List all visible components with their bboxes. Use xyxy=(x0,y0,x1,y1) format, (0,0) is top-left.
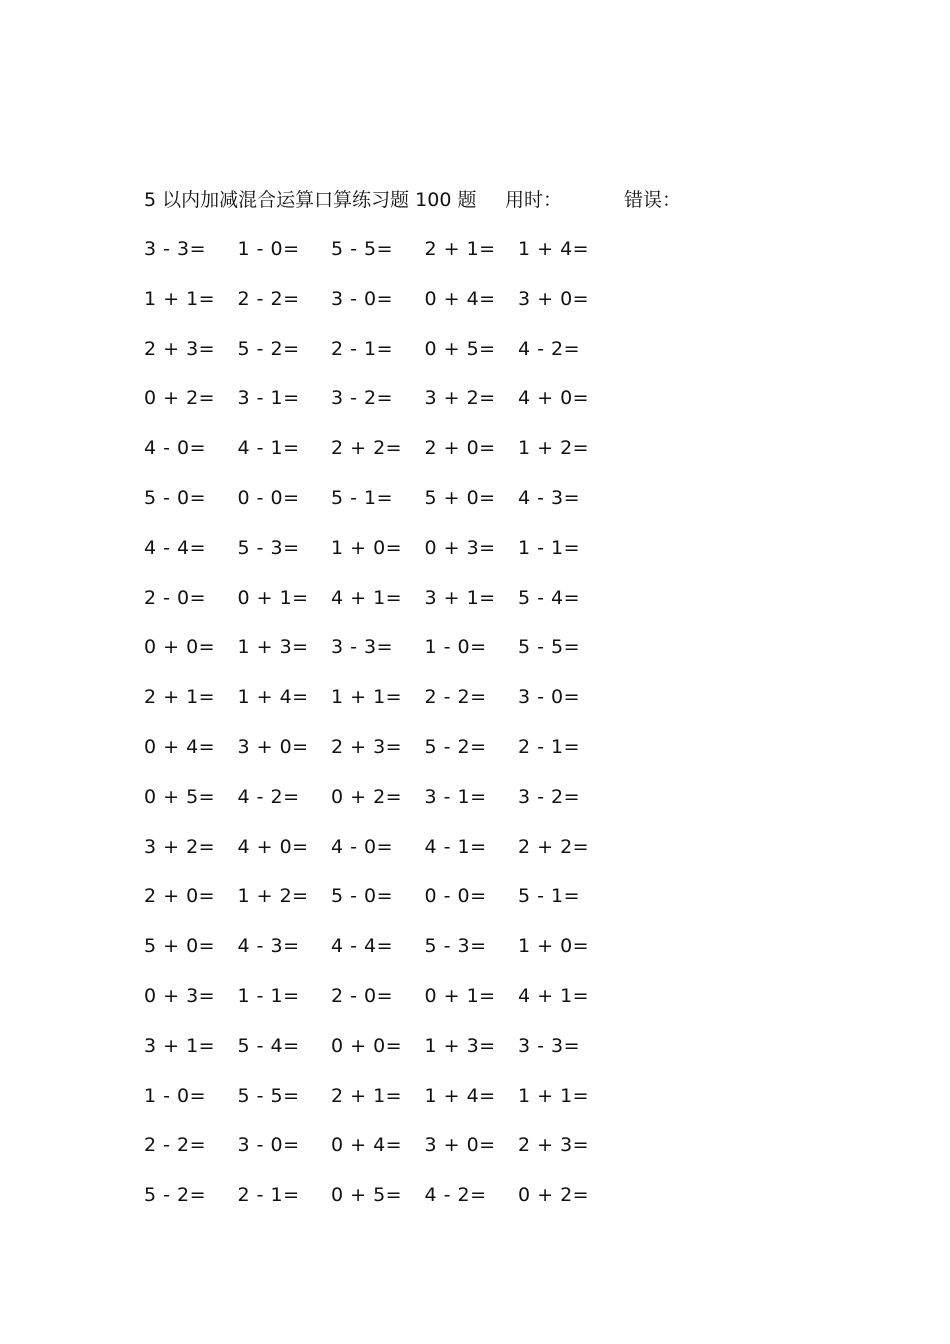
problem-item: 5 - 3= xyxy=(237,536,300,559)
problem-item: 3 + 1= xyxy=(424,586,496,609)
problem-item: 0 + 5= xyxy=(331,1184,403,1207)
problem-item: 3 - 0= xyxy=(331,287,394,310)
problem-item: 4 - 1= xyxy=(424,835,487,858)
problem-item: 0 + 1= xyxy=(237,586,309,609)
problem-item: 1 + 3= xyxy=(237,636,309,659)
problem-item: 2 + 1= xyxy=(144,686,216,709)
problem-item: 0 + 1= xyxy=(424,984,496,1007)
problem-item: 2 + 3= xyxy=(144,337,216,360)
problem-item: 2 + 2= xyxy=(518,835,590,858)
problem-row xyxy=(144,285,624,335)
problem-row xyxy=(144,534,624,584)
problem-item: 0 + 5= xyxy=(144,785,216,808)
problem-item: 1 - 0= xyxy=(424,636,487,659)
problem-row xyxy=(144,833,624,883)
problem-item: 5 - 2= xyxy=(237,337,300,360)
problem-item: 2 - 1= xyxy=(518,735,581,758)
worksheet-title: 5 以内加减混合运算口算练习题 100 题 xyxy=(144,189,477,211)
problem-item: 1 + 1= xyxy=(144,287,216,310)
problem-item: 4 + 0= xyxy=(518,387,590,410)
error-count-label: 错误： xyxy=(624,189,682,211)
problem-item: 1 + 4= xyxy=(424,1084,496,1107)
problem-item: 4 - 0= xyxy=(331,835,394,858)
problem-item: 0 - 0= xyxy=(237,486,300,509)
problem-grid xyxy=(144,235,624,1231)
problem-row xyxy=(144,335,624,385)
problem-item: 1 + 0= xyxy=(331,536,403,559)
problem-item: 3 - 1= xyxy=(237,387,300,410)
problem-item: 2 - 0= xyxy=(331,984,394,1007)
problem-item: 2 - 2= xyxy=(237,287,300,310)
problem-row xyxy=(144,1181,624,1231)
problem-item: 4 + 0= xyxy=(237,835,309,858)
problem-row xyxy=(144,1032,624,1082)
problem-item: 4 - 2= xyxy=(518,337,581,360)
problem-item: 3 - 3= xyxy=(331,636,394,659)
problem-item: 2 + 3= xyxy=(331,735,403,758)
problem-item: 0 + 2= xyxy=(144,387,216,410)
problem-item: 3 - 2= xyxy=(518,785,581,808)
problem-item: 4 - 1= xyxy=(237,437,300,460)
problem-item: 3 - 0= xyxy=(237,1134,300,1157)
problem-item: 4 + 1= xyxy=(331,586,403,609)
problem-row xyxy=(144,484,624,534)
problem-item: 3 + 0= xyxy=(518,287,590,310)
problem-row xyxy=(144,932,624,982)
problem-item: 5 - 4= xyxy=(518,586,581,609)
problem-item: 1 + 0= xyxy=(518,935,590,958)
problem-item: 2 - 1= xyxy=(331,337,394,360)
problem-item: 4 - 4= xyxy=(144,536,207,559)
problem-item: 1 - 1= xyxy=(237,984,300,1007)
problem-item: 5 + 0= xyxy=(424,486,496,509)
problem-row xyxy=(144,434,624,484)
problem-item: 2 - 0= xyxy=(144,586,207,609)
problem-item: 0 + 3= xyxy=(424,536,496,559)
problem-item: 3 - 1= xyxy=(424,785,487,808)
problem-item: 1 - 0= xyxy=(237,238,300,260)
time-used-label: 用时： xyxy=(505,189,563,211)
problem-item: 1 + 1= xyxy=(518,1084,590,1107)
problem-item: 2 - 2= xyxy=(424,686,487,709)
problem-row xyxy=(144,683,624,733)
problem-row xyxy=(144,733,624,783)
problem-item: 0 + 3= xyxy=(144,984,216,1007)
problem-item: 2 + 3= xyxy=(518,1134,590,1157)
worksheet-header xyxy=(144,186,784,214)
problem-item: 0 + 2= xyxy=(518,1184,590,1207)
problem-item: 2 + 2= xyxy=(331,437,403,460)
problem-row xyxy=(144,982,624,1032)
problem-row xyxy=(144,384,624,434)
problem-item: 3 + 0= xyxy=(237,735,309,758)
problem-item: 2 + 0= xyxy=(144,885,216,908)
problem-item: 3 - 0= xyxy=(518,686,581,709)
problem-item: 4 - 2= xyxy=(424,1184,487,1207)
problem-item: 5 - 0= xyxy=(331,885,394,908)
problem-item: 5 - 2= xyxy=(144,1184,207,1207)
problem-item: 4 - 3= xyxy=(518,486,581,509)
problem-item: 3 + 1= xyxy=(144,1034,216,1057)
problem-item: 5 - 5= xyxy=(518,636,581,659)
problem-item: 3 + 0= xyxy=(424,1134,496,1157)
problem-item: 1 - 1= xyxy=(518,536,581,559)
problem-item: 1 - 0= xyxy=(144,1084,207,1107)
problem-item: 5 - 1= xyxy=(331,486,394,509)
problem-item: 4 - 3= xyxy=(237,935,300,958)
problem-row xyxy=(144,633,624,683)
problem-row xyxy=(144,584,624,634)
problem-item: 0 + 4= xyxy=(424,287,496,310)
problem-item: 0 + 4= xyxy=(144,735,216,758)
problem-item: 0 + 2= xyxy=(331,785,403,808)
problem-item: 2 + 1= xyxy=(331,1084,403,1107)
problem-row xyxy=(144,235,624,285)
problem-item: 1 + 2= xyxy=(237,885,309,908)
problem-item: 2 + 0= xyxy=(424,437,496,460)
problem-item: 1 + 3= xyxy=(424,1034,496,1057)
problem-item: 5 - 1= xyxy=(518,885,581,908)
problem-item: 0 - 0= xyxy=(424,885,487,908)
problem-item: 3 - 3= xyxy=(518,1034,581,1057)
problem-item: 3 - 3= xyxy=(144,238,207,260)
problem-item: 0 + 4= xyxy=(331,1134,403,1157)
problem-item: 2 + 1= xyxy=(424,238,496,260)
problem-item: 4 - 4= xyxy=(331,935,394,958)
problem-item: 5 - 5= xyxy=(331,238,394,260)
problem-item: 1 + 2= xyxy=(518,437,590,460)
problem-item: 5 - 0= xyxy=(144,486,207,509)
problem-item: 0 + 0= xyxy=(144,636,216,659)
problem-row xyxy=(144,783,624,833)
problem-row xyxy=(144,1131,624,1181)
problem-item: 3 - 2= xyxy=(331,387,394,410)
problem-item: 4 - 0= xyxy=(144,437,207,460)
problem-item: 3 + 2= xyxy=(424,387,496,410)
problem-item: 3 + 2= xyxy=(144,835,216,858)
problem-item: 1 + 1= xyxy=(331,686,403,709)
problem-item: 1 + 4= xyxy=(518,238,590,260)
problem-item: 2 - 2= xyxy=(144,1134,207,1157)
problem-item: 5 - 2= xyxy=(424,735,487,758)
problem-item: 5 - 4= xyxy=(237,1034,300,1057)
problem-row xyxy=(144,1082,624,1132)
problem-item: 0 + 0= xyxy=(331,1034,403,1057)
problem-item: 4 + 1= xyxy=(518,984,590,1007)
problem-item: 0 + 5= xyxy=(424,337,496,360)
problem-row xyxy=(144,882,624,932)
problem-item: 5 + 0= xyxy=(144,935,216,958)
problem-item: 5 - 5= xyxy=(237,1084,300,1107)
problem-item: 1 + 4= xyxy=(237,686,309,709)
problem-item: 4 - 2= xyxy=(237,785,300,808)
problem-item: 5 - 3= xyxy=(424,935,487,958)
problem-item: 2 - 1= xyxy=(237,1184,300,1207)
